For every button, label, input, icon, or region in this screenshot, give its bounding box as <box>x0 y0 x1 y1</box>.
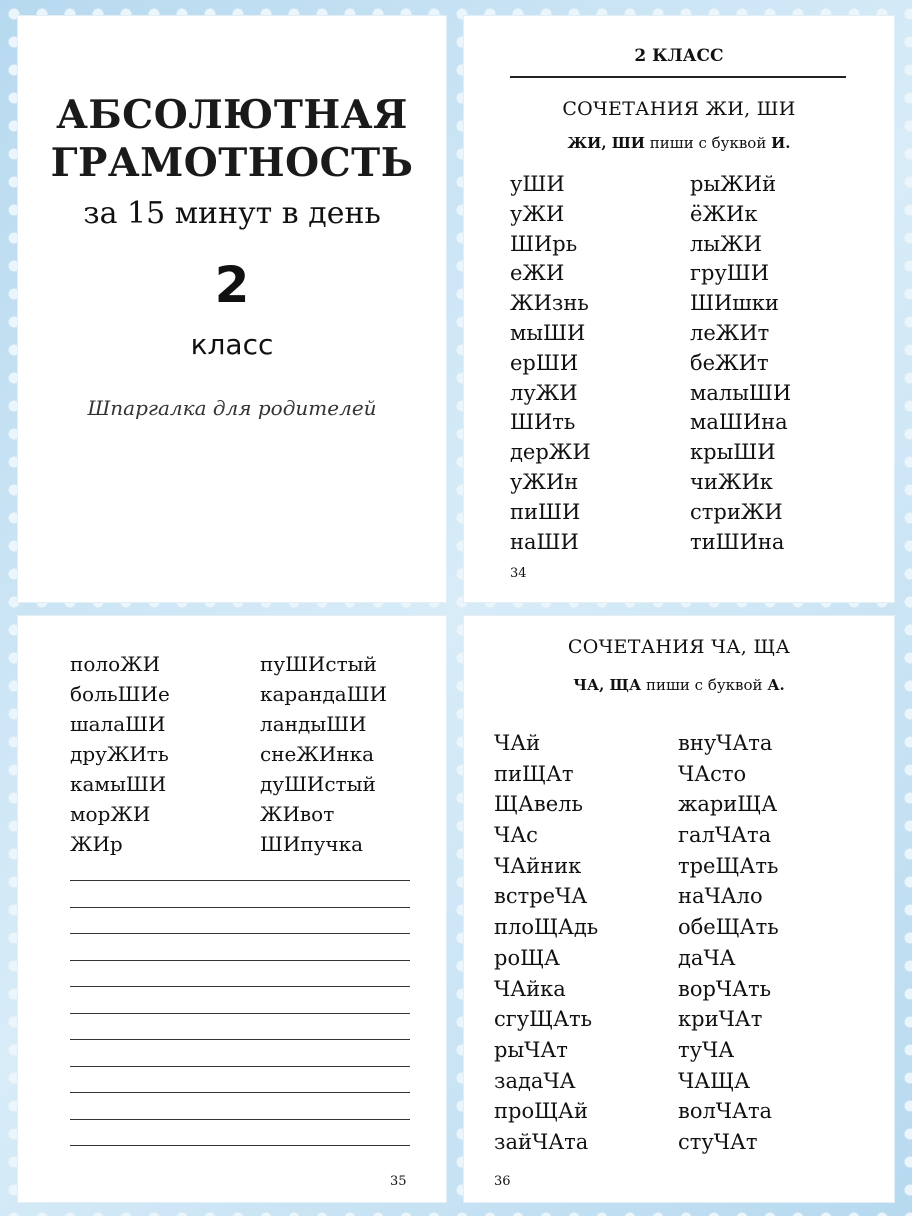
word-item: беЖИт <box>690 350 769 375</box>
word-item: маШИна <box>690 410 788 435</box>
word-column-left <box>510 170 591 557</box>
word-item: ШИшки <box>690 291 779 316</box>
word-item: треЩАть <box>678 853 779 878</box>
word-item: карандаШИ <box>260 682 387 706</box>
word-item: пиЩАт <box>494 761 574 786</box>
word-item: даЧА <box>678 945 736 970</box>
word-item: камыШИ <box>70 772 167 796</box>
word-item: шалаШИ <box>70 712 166 736</box>
word-item: ЧАйка <box>494 976 566 1001</box>
word-item: ЧАй <box>494 731 541 755</box>
word-item: волЧАта <box>678 1099 773 1124</box>
rule-bold: ЖИ, ШИ <box>567 134 645 152</box>
writing-line <box>70 1013 410 1014</box>
word-column-right <box>678 728 779 1158</box>
section-title: СОЧЕТАНИЯ ЧА, ЩА <box>567 636 791 658</box>
writing-line <box>70 1119 410 1120</box>
subtitle: за 15 минут в день <box>83 196 381 231</box>
word-item: ЖИр <box>70 832 123 856</box>
section-title: СОЧЕТАНИЯ ЖИ, ШИ <box>562 98 796 120</box>
word-item: ШИпучка <box>260 832 364 856</box>
word-item: пиШИ <box>510 499 581 524</box>
word-item: проЩАй <box>494 1099 588 1124</box>
writing-line <box>70 907 410 908</box>
word-item: внуЧАта <box>678 731 773 755</box>
word-item: пуШИстый <box>260 652 377 676</box>
word-column-left <box>494 728 598 1158</box>
word-item: дерЖИ <box>510 440 591 465</box>
page-34 <box>464 16 894 602</box>
rule-letter: А. <box>767 676 785 694</box>
word-item: задаЧА <box>494 1068 576 1093</box>
running-header: 2 КЛАСС <box>634 46 724 66</box>
word-item: обеЩАть <box>678 915 779 940</box>
word-item: ЖИвот <box>260 802 335 826</box>
word-item: галЧАта <box>678 823 772 848</box>
word-item: зайЧАта <box>494 1129 589 1154</box>
word-item: мыШИ <box>510 320 586 345</box>
word-column-right <box>260 649 387 859</box>
grade-number: 2 <box>214 256 250 314</box>
word-item: луЖИ <box>510 380 578 405</box>
word-item: туЧА <box>678 1037 735 1062</box>
word-item: уШИ <box>510 172 565 196</box>
writing-line <box>70 1145 410 1146</box>
word-item: жариЩА <box>678 792 778 817</box>
word-item: ЖИзнь <box>510 291 589 316</box>
word-item: ШИть <box>510 410 576 435</box>
writing-line <box>70 1039 410 1040</box>
page-number: 35 <box>390 1174 407 1189</box>
word-item: малыШИ <box>690 380 792 405</box>
word-item: стриЖИ <box>690 499 783 524</box>
writing-line <box>70 960 410 961</box>
word-item: снеЖИнка <box>260 742 375 766</box>
word-item: морЖИ <box>70 802 151 826</box>
word-item: стуЧАт <box>678 1129 758 1154</box>
rule-sentence <box>464 134 894 152</box>
word-item: груШИ <box>690 261 770 286</box>
word-item: леЖИт <box>690 320 770 345</box>
word-item: ЧАЩА <box>678 1068 751 1093</box>
word-item: ЧАйник <box>494 853 582 878</box>
writing-line <box>70 986 410 987</box>
word-item: друЖИть <box>70 742 169 766</box>
word-item: плоЩАдь <box>494 915 599 940</box>
word-item: полоЖИ <box>70 652 161 676</box>
word-item: крыШИ <box>690 440 776 465</box>
cover-page <box>18 16 446 602</box>
word-item: ландыШИ <box>260 712 367 736</box>
word-item: наЧАло <box>678 884 763 909</box>
rule-bold: ЧА, ЩА <box>573 676 642 694</box>
word-item: больШИе <box>70 682 170 706</box>
word-item: рыЖИй <box>690 172 777 196</box>
word-item: еЖИ <box>510 261 565 286</box>
rule-text: пиши с буквой <box>649 134 767 152</box>
page-36 <box>464 616 894 1202</box>
page-35 <box>18 616 446 1202</box>
word-item: сгуЩАть <box>494 1007 593 1032</box>
word-item: лыЖИ <box>690 231 762 256</box>
word-column-left <box>70 649 170 859</box>
word-item: уЖИ <box>510 201 565 226</box>
word-item: ШИрь <box>510 231 578 256</box>
title-line-1: АБСОЛЮТНАЯ <box>56 92 408 138</box>
title-line-2: ГРАМОТНОСТЬ <box>50 140 414 186</box>
word-item: ёЖИк <box>690 201 758 226</box>
writing-line <box>70 1066 410 1067</box>
header-divider <box>510 76 846 78</box>
word-column-right <box>690 170 791 557</box>
word-item: роЩА <box>494 945 560 970</box>
word-item: рыЧАт <box>494 1037 568 1062</box>
word-item: чиЖИк <box>690 469 773 494</box>
word-item: ЧАсто <box>678 761 747 786</box>
parents-note: Шпаргалка для родителей <box>87 396 377 420</box>
writing-line <box>70 933 410 934</box>
word-item: дуШИстый <box>260 772 376 796</box>
grade-word: класс <box>190 328 274 361</box>
writing-line <box>70 1092 410 1093</box>
word-item: наШИ <box>510 529 579 554</box>
word-item: ЧАс <box>494 823 538 848</box>
word-item: встреЧА <box>494 884 588 909</box>
word-item: уЖИн <box>510 469 579 494</box>
word-item: тиШИна <box>690 529 785 554</box>
word-item: ерШИ <box>510 350 579 375</box>
rule-text: пиши с буквой <box>645 676 763 694</box>
writing-line <box>70 880 410 881</box>
word-item: криЧАт <box>678 1007 763 1032</box>
page-number: 34 <box>510 566 527 581</box>
page-number: 36 <box>494 1174 511 1189</box>
rule-sentence <box>464 676 894 694</box>
word-item: ворЧАть <box>678 976 772 1001</box>
rule-letter: И. <box>771 134 791 152</box>
word-item: ЩАвель <box>494 792 583 817</box>
